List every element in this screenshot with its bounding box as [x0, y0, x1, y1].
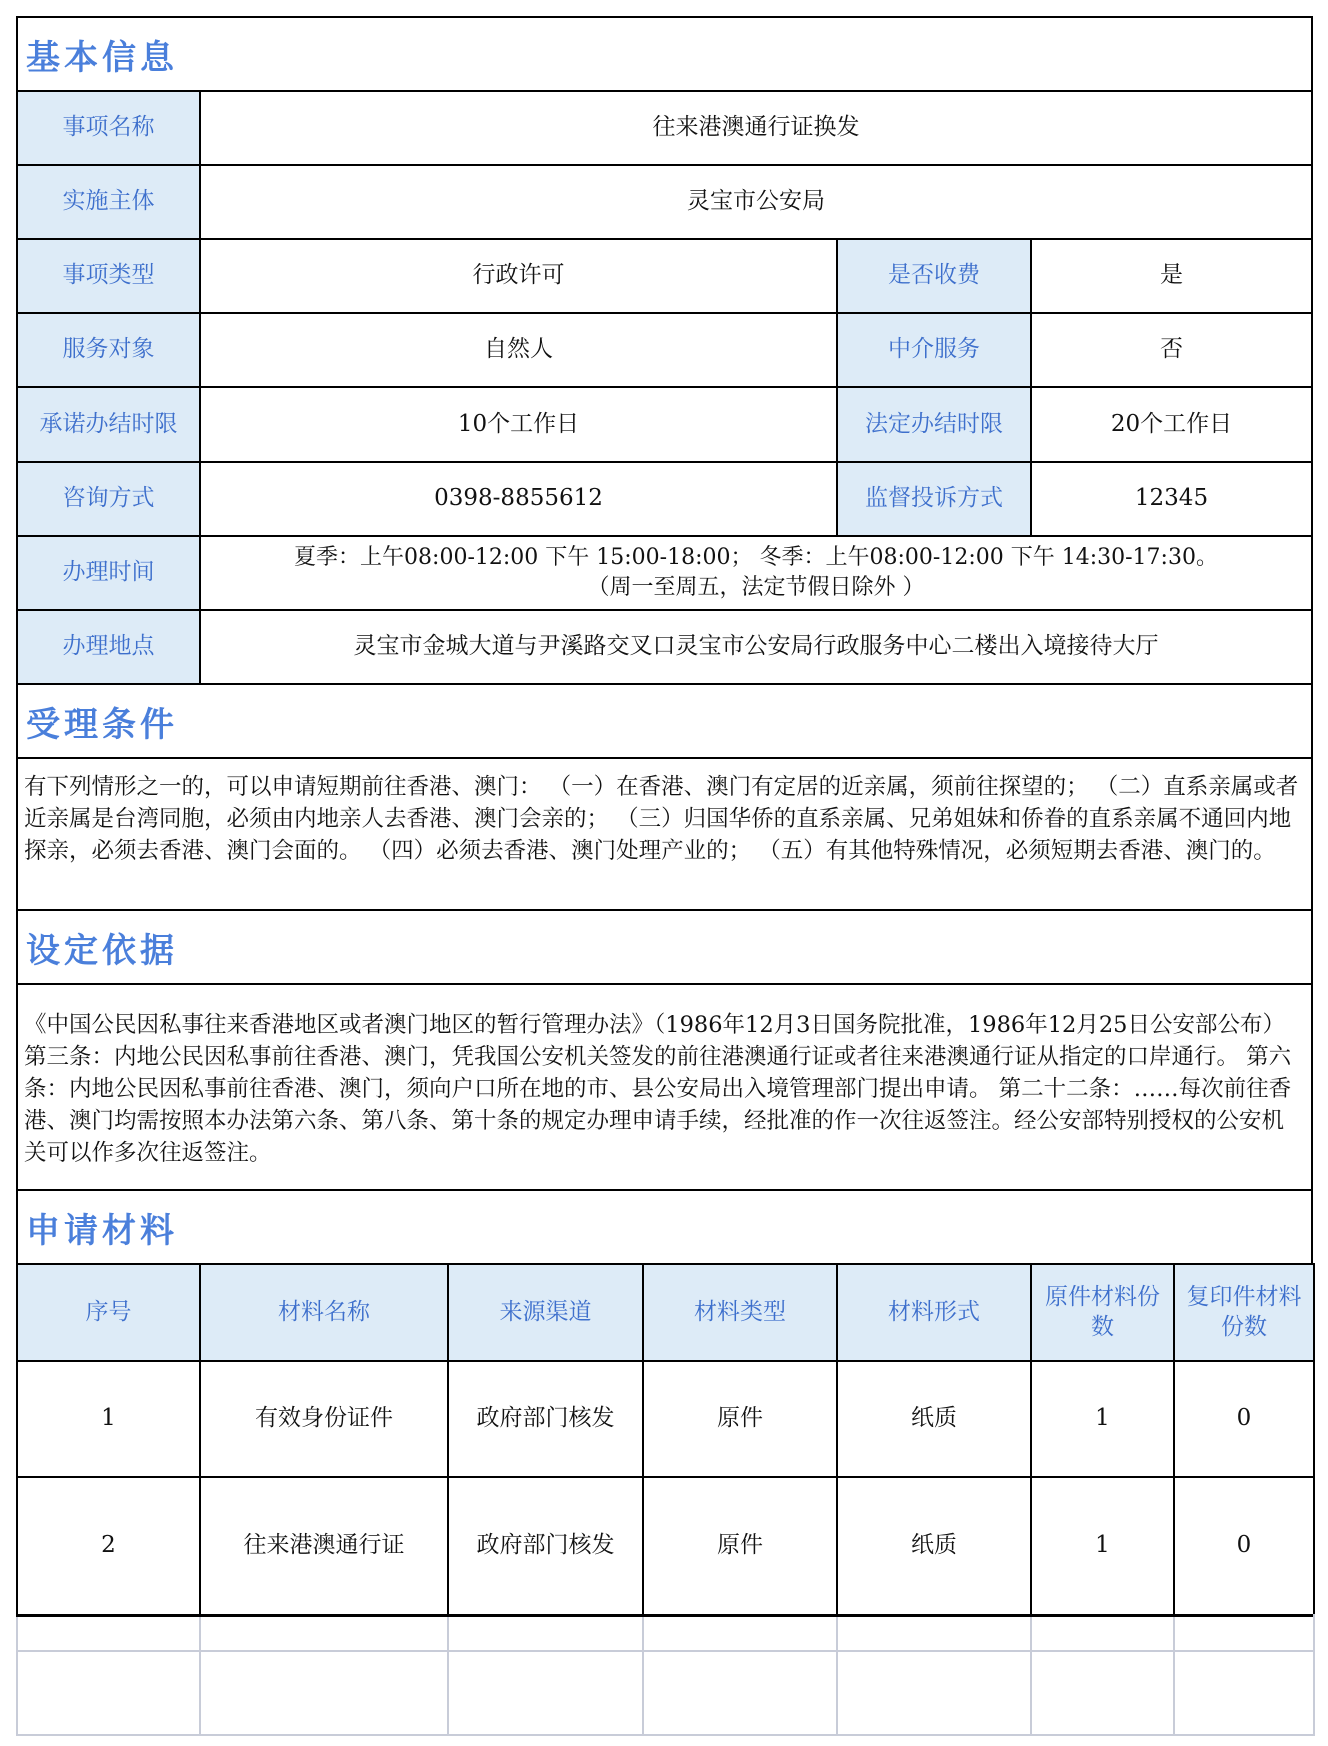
value-complaint: 12345	[1030, 461, 1313, 537]
basis-text: 《中国公民因私事往来香港地区或者澳门地区的暂行管理办法》（1986年12月3日国务院批准，1986年12月25日公安部公布）第三条：内地公民因私事前往香港、澳门，凭我国公安机关签发的前往港澳通行证或者往来港澳通行证从指定的口岸通行。 第六条：内地公民因私事前往香港、澳门，须向户口所在地的市、县公安局出入境管理部门提出申请。 第二十二条：……每次前往香港、澳门均需按照本办法第六条、第八条、第十条的规定办理申请手续，经批准的作一次往返签注。经公安部特别授权的公安机关可以作多次往返签注。	[16, 983, 1313, 1191]
label-intermediary: 中介服务	[836, 312, 1032, 388]
value-location: 灵宝市金城大道与尹溪路交叉口灵宝市公安局行政服务中心二楼出入境接待大厅	[199, 609, 1313, 685]
empty-cell	[199, 1614, 449, 1652]
section-title-text: 受理条件	[26, 704, 178, 745]
hours-line-2: （周一至周五，法定节假日除外 ）	[587, 575, 925, 600]
section-title-text: 基本信息	[26, 37, 178, 78]
header-original-count: 原件材料份数	[1030, 1263, 1175, 1362]
cell-material-name: 往来港澳通行证	[199, 1476, 449, 1616]
cell-material-type: 原件	[642, 1476, 838, 1616]
cell-material-type: 原件	[642, 1360, 838, 1478]
hours-line-1: 夏季：上午08:00-12:00 下午 15:00-18:00； 冬季：上午08:00-12:00 下午 14:30-17:30。	[294, 545, 1218, 570]
empty-cell	[16, 1614, 201, 1652]
cell-material-name: 有效身份证件	[199, 1360, 449, 1478]
label-consult: 咨询方式	[16, 461, 201, 537]
header-material-form: 材料形式	[836, 1263, 1032, 1362]
empty-cell	[1030, 1614, 1175, 1652]
empty-cell	[836, 1614, 1032, 1652]
empty-cell	[642, 1650, 838, 1736]
cell-original-count: 1	[1030, 1476, 1175, 1616]
section-title-basis	[16, 909, 1313, 985]
cell-copy-count: 0	[1173, 1360, 1315, 1478]
empty-cell	[836, 1650, 1032, 1736]
label-complaint: 监督投诉方式	[836, 461, 1032, 537]
table-bottom-border	[16, 1614, 1313, 1617]
section-title-materials	[16, 1189, 1313, 1265]
value-item-name: 往来港澳通行证换发	[199, 90, 1313, 166]
header-material-name: 材料名称	[199, 1263, 449, 1362]
empty-cell	[447, 1650, 644, 1736]
label-agency: 实施主体	[16, 164, 201, 240]
value-agency: 灵宝市公安局	[199, 164, 1313, 240]
empty-cell	[447, 1614, 644, 1652]
empty-cell	[16, 1650, 201, 1736]
empty-cell	[642, 1614, 838, 1652]
value-legal-time: 20个工作日	[1030, 386, 1313, 463]
cell-original-count: 1	[1030, 1360, 1175, 1478]
label-fee: 是否收费	[836, 238, 1032, 314]
section-title-text: 设定依据	[26, 930, 178, 971]
label-item-name: 事项名称	[16, 90, 201, 166]
value-intermediary: 否	[1030, 312, 1313, 388]
cell-material-form: 纸质	[836, 1476, 1032, 1616]
value-fee: 是	[1030, 238, 1313, 314]
empty-cell	[199, 1650, 449, 1736]
label-promised-time: 承诺办结时限	[16, 386, 201, 463]
empty-cell	[1030, 1650, 1175, 1736]
section-title-conditions	[16, 683, 1313, 759]
header-seq: 序号	[16, 1263, 201, 1362]
empty-cell	[1173, 1650, 1315, 1736]
value-item-type: 行政许可	[199, 238, 838, 314]
label-service-target: 服务对象	[16, 312, 201, 388]
value-consult-phone: 0398-8855612	[199, 461, 838, 537]
label-legal-time: 法定办结时限	[836, 386, 1032, 463]
label-item-type: 事项类型	[16, 238, 201, 314]
cell-copy-count: 0	[1173, 1476, 1315, 1616]
value-service-target: 自然人	[199, 312, 838, 388]
cell-source: 政府部门核发	[447, 1360, 644, 1478]
cell-seq: 1	[16, 1360, 201, 1478]
label-location: 办理地点	[16, 609, 201, 685]
cell-seq: 2	[16, 1476, 201, 1616]
header-material-type: 材料类型	[642, 1263, 838, 1362]
conditions-text: 有下列情形之一的，可以申请短期前往香港、澳门： （一）在香港、澳门有定居的近亲属，须前往探望的； （二）直系亲属或者近亲属是台湾同胞，必须由内地亲人去香港、澳门会亲的； （三）归国华侨的直系亲属、兄弟姐妹和侨眷的直系亲属不通回内地探亲，必须去香港、澳门会面的。 （四）必须去香港、澳门处理产业的； （五）有其他特殊情况，必须短期去香港、澳门的。	[16, 757, 1313, 911]
cell-material-form: 纸质	[836, 1360, 1032, 1478]
cell-source: 政府部门核发	[447, 1476, 644, 1616]
value-promised-time: 10个工作日	[199, 386, 838, 463]
header-copy-count: 复印件材料份数	[1173, 1263, 1315, 1362]
section-title-basic-info	[16, 16, 1313, 92]
value-hours	[199, 535, 1313, 611]
empty-cell	[1173, 1614, 1315, 1652]
section-title-text: 申请材料	[26, 1210, 178, 1251]
label-hours: 办理时间	[16, 535, 201, 611]
header-source: 来源渠道	[447, 1263, 644, 1362]
